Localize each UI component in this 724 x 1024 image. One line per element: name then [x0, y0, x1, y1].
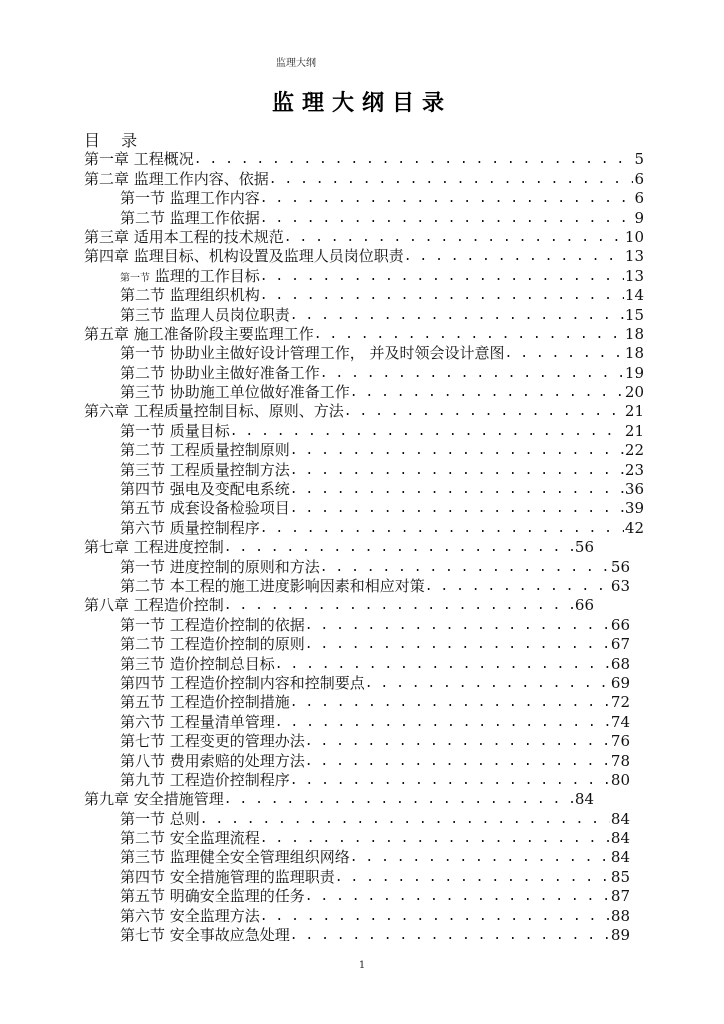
toc-entry-label: 第一节 总则: [120, 809, 200, 828]
toc-section-entry[interactable]: [84, 364, 644, 383]
toc-dot-leader: [350, 383, 624, 402]
toc-section-entry[interactable]: [84, 693, 630, 712]
toc-dot-leader: [260, 209, 634, 228]
toc-chapter-entry[interactable]: [84, 790, 594, 809]
toc-section-entry[interactable]: [84, 519, 644, 538]
toc-dot-leader: [335, 868, 610, 887]
toc-entry-label: 第五章 施工准备阶段主要监理工作: [84, 324, 314, 343]
toc-dot-leader: [290, 441, 624, 460]
toc-entry-label: 第一节 协助业主做好设计管理工作， 并及时领会设计意图: [120, 344, 505, 363]
toc-page-number: 6: [634, 169, 644, 188]
toc-section-entry[interactable]: [84, 848, 630, 867]
toc-page-number: 10: [624, 227, 644, 246]
toc-section-entry[interactable]: [84, 306, 644, 325]
toc-chapter-entry[interactable]: [84, 228, 644, 247]
toc-dot-leader: [260, 907, 610, 926]
toc-entry-label: 第五节 明确安全监理的任务: [120, 887, 305, 906]
toc-entry-label: 第二节 协助业主做好准备工作: [120, 363, 320, 382]
toc-page-number: 18: [624, 324, 644, 343]
toc-section-entry[interactable]: [84, 887, 630, 906]
toc-entry-label: 第一节 质量目标: [120, 421, 230, 440]
toc-entry-label: 第二节 监理组织机构: [120, 286, 260, 305]
toc-page-number: 63: [610, 576, 630, 595]
toc-entry-label: 第二章 监理工作内容、依据: [84, 169, 269, 188]
toc-page-number: 14: [624, 286, 644, 305]
toc-page-number: 13: [624, 247, 644, 266]
toc-dot-leader: [290, 461, 624, 480]
toc-entry-label: 第五节 成套设备检验项目: [120, 499, 290, 518]
toc-dot-leader: [505, 344, 624, 363]
toc-page-number: 21: [624, 421, 644, 440]
toc-dot-leader: [260, 267, 624, 286]
toc-dot-leader: [260, 829, 610, 848]
toc-dot-leader: [290, 480, 624, 499]
toc-entry-label: 第九章 安全措施管理: [84, 790, 224, 809]
toc-entry-label: 第二节 监理工作依据: [120, 208, 260, 227]
toc-dot-leader: [290, 306, 624, 325]
toc-page-number: 9: [634, 208, 644, 227]
toc-chapter-entry[interactable]: [84, 325, 644, 344]
toc-dot-leader: [365, 674, 610, 693]
running-header: 监理大纲: [276, 58, 316, 69]
toc-dot-leader: [224, 538, 574, 557]
toc-page-number: 84: [610, 848, 630, 867]
toc-page-number: 23: [624, 460, 644, 479]
toc-entry-label: 第四节 强电及变配电系统: [120, 480, 290, 499]
toc-page-number: 21: [624, 402, 644, 421]
toc-dot-leader: [290, 693, 610, 712]
toc-chapter-entry[interactable]: [84, 596, 594, 615]
toc-page-number: 84: [574, 790, 594, 809]
toc-entry-label: 第六节 安全监理方法: [120, 906, 260, 925]
toc-page-number: 69: [610, 673, 630, 692]
toc-section-entry[interactable]: [84, 810, 630, 829]
toc-page-number: 85: [610, 867, 630, 886]
toc-page-number: 42: [624, 518, 644, 537]
toc-entry-label: 第二节 工程质量控制原则: [120, 441, 290, 460]
toc-section-entry[interactable]: [84, 926, 630, 945]
toc-dot-leader: [260, 519, 624, 538]
toc-dot-leader: [320, 558, 610, 577]
table-of-contents: [84, 131, 644, 945]
toc-section-entry[interactable]: [84, 209, 644, 228]
toc-page-number: 76: [610, 732, 630, 751]
toc-entry-label: 第三节 监理健全安全管理组织网络: [120, 848, 350, 867]
toc-page-number: 68: [610, 654, 630, 673]
toc-section-entry[interactable]: [84, 344, 644, 363]
toc-chapter-entry[interactable]: [84, 538, 594, 557]
toc-dot-leader: [305, 887, 610, 906]
toc-entry-label: 第八节 费用索赔的处理方法: [120, 751, 305, 770]
toc-page-number: 13: [624, 266, 644, 285]
toc-dot-leader: [269, 170, 634, 189]
toc-chapter-entry[interactable]: [84, 170, 644, 189]
toc-page-number: 74: [610, 712, 630, 731]
toc-dot-leader: [290, 771, 610, 790]
toc-dot-leader: [200, 810, 610, 829]
toc-section-entry[interactable]: [84, 635, 630, 654]
toc-dot-leader: [350, 848, 610, 867]
toc-dot-leader: [404, 247, 624, 266]
toc-page-number: 67: [610, 635, 630, 654]
toc-entry-label: 第七节 安全事故应急处理: [120, 926, 290, 945]
toc-page-number: 88: [610, 906, 630, 925]
toc-page-number: 18: [624, 344, 644, 363]
toc-page-number: 22: [624, 441, 644, 460]
toc-section-entry[interactable]: [84, 441, 644, 460]
toc-entry-label: 第一节 工程造价控制的依据: [120, 615, 305, 634]
toc-dot-leader: [230, 422, 624, 441]
toc-entry-label: 第六章 工程质量控制目标、原则、方法: [84, 402, 344, 421]
toc-section-entry[interactable]: [84, 616, 630, 635]
toc-entry-label: 第三节 协助施工单位做好准备工作: [120, 383, 350, 402]
toc-entry-label: 第七章 工程进度控制: [84, 538, 224, 557]
toc-heading: 目 录: [84, 131, 146, 150]
toc-entry-label: 第一节 进度控制的原则和方法: [120, 557, 320, 576]
toc-dot-leader: [284, 228, 624, 247]
toc-entry-label: 第三节 监理人员岗位职责: [120, 305, 290, 324]
toc-section-entry[interactable]: [84, 189, 644, 208]
toc-entry-label: 第六节 质量控制程序: [120, 518, 260, 537]
section-prefix: 第一节: [120, 272, 150, 284]
toc-page-number: 56: [574, 538, 594, 557]
toc-section-entry[interactable]: [84, 461, 644, 480]
toc-page-number: 72: [610, 693, 630, 712]
toc-page-number: 66: [610, 615, 630, 634]
toc-dot-leader: [194, 150, 634, 169]
toc-page-number: 84: [610, 829, 630, 848]
toc-dot-leader: [275, 655, 610, 674]
toc-chapter-entry[interactable]: [84, 150, 644, 169]
toc-section-entry[interactable]: [84, 383, 644, 402]
toc-dot-leader: [260, 189, 634, 208]
toc-entry-label: 第五节 工程造价控制措施: [120, 693, 290, 712]
toc-chapter-entry[interactable]: [84, 402, 644, 421]
toc-section-entry[interactable]: [84, 655, 630, 674]
toc-dot-leader: [290, 499, 624, 518]
toc-section-entry[interactable]: [84, 674, 630, 693]
toc-entry-label: 第六节 工程量清单管理: [120, 712, 275, 731]
toc-section-entry[interactable]: [84, 829, 630, 848]
toc-dot-leader: [425, 577, 610, 596]
toc-page-number: 66: [574, 596, 594, 615]
toc-page-number: 36: [624, 480, 644, 499]
toc-section-entry[interactable]: [84, 752, 630, 771]
toc-section-entry[interactable]: [84, 286, 644, 305]
toc-dot-leader: [290, 926, 610, 945]
toc-page-number: 6: [634, 189, 644, 208]
toc-entry-label: 第七节 工程变更的管理办法: [120, 732, 305, 751]
toc-page-number: 39: [624, 499, 644, 518]
toc-entries: [84, 150, 644, 945]
toc-section-entry[interactable]: [84, 499, 644, 518]
toc-section-entry[interactable]: [84, 577, 630, 596]
toc-entry-label: 第九节 工程造价控制程序: [120, 770, 290, 789]
toc-section-entry[interactable]: [84, 907, 630, 926]
toc-page-number: 19: [624, 363, 644, 382]
toc-entry-label: 第二节 本工程的施工进度影响因素和相应对策: [120, 576, 425, 595]
toc-page-number: 15: [624, 305, 644, 324]
toc-section-entry[interactable]: [84, 480, 644, 499]
toc-dot-leader: [275, 713, 610, 732]
toc-dot-leader: [320, 364, 624, 383]
toc-entry-label: 第四节 安全措施管理的监理职责: [120, 867, 335, 886]
toc-dot-leader: [224, 790, 574, 809]
toc-dot-leader: [344, 402, 624, 421]
toc-entry-label: 第三章 适用本工程的技术规范: [84, 227, 284, 246]
toc-dot-leader: [305, 616, 610, 635]
toc-entry-label: 第一节 监理工作内容: [120, 189, 260, 208]
toc-page-number: 20: [624, 383, 644, 402]
toc-entry-label: 第四章 监理目标、机构设置及监理人员岗位职责: [84, 247, 404, 266]
toc-entry-label: 第二节 安全监理流程: [120, 829, 260, 848]
toc-section-entry[interactable]: [84, 771, 630, 790]
toc-dot-leader: [224, 596, 574, 615]
toc-dot-leader: [305, 635, 610, 654]
toc-page-number: 56: [610, 557, 630, 576]
toc-entry-label: 第二节 工程造价控制的原则: [120, 635, 305, 654]
toc-entry-label: 第一章 工程概况: [84, 150, 194, 169]
toc-section-entry[interactable]: [84, 422, 644, 441]
toc-entry-label: 第三节 工程质量控制方法: [120, 460, 290, 479]
toc-section-entry[interactable]: [84, 267, 644, 286]
toc-section-entry[interactable]: [84, 558, 630, 577]
toc-entry-label: 第八章 工程造价控制: [84, 596, 224, 615]
page-number: 1: [358, 960, 366, 971]
toc-section-entry[interactable]: [84, 868, 630, 887]
toc-page-number: 89: [610, 926, 630, 945]
toc-dot-leader: [314, 325, 624, 344]
toc-chapter-entry[interactable]: [84, 247, 644, 266]
toc-entry-label: 第一节 监理的工作目标: [120, 266, 260, 285]
toc-dot-leader: [260, 286, 624, 305]
toc-section-entry[interactable]: [84, 732, 630, 751]
toc-page-number: 84: [610, 809, 630, 828]
page-title: 监理大纲目录: [271, 91, 452, 116]
toc-page-number: 78: [610, 751, 630, 770]
toc-page-number: 87: [610, 887, 630, 906]
toc-page-number: 80: [610, 770, 630, 789]
toc-dot-leader: [305, 732, 610, 751]
toc-section-entry[interactable]: [84, 713, 630, 732]
toc-entry-label: 第三节 造价控制总目标: [120, 654, 275, 673]
toc-entry-label: 第四节 工程造价控制内容和控制要点: [120, 673, 365, 692]
toc-dot-leader: [305, 752, 610, 771]
toc-page-number: 5: [634, 150, 644, 169]
